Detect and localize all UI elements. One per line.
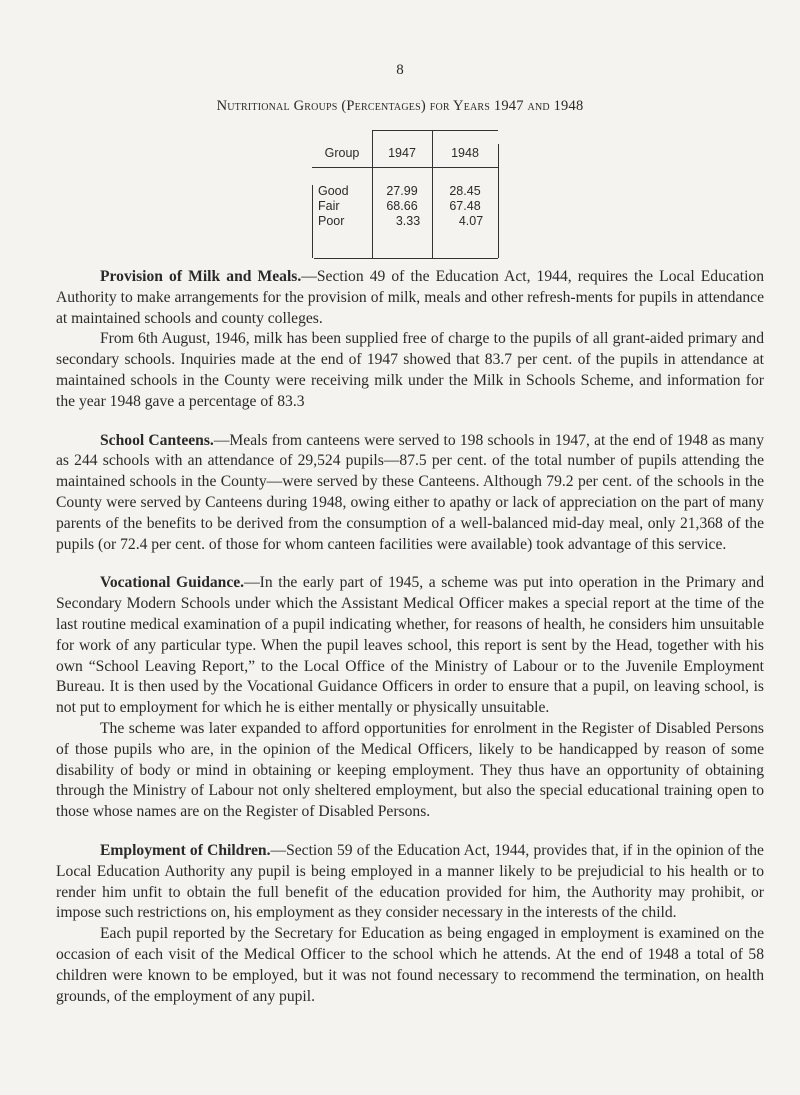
vocational-paragraph-1 — [56, 573, 764, 719]
row-fair-label: Fair — [318, 199, 340, 213]
row-poor-label: Poor — [318, 214, 345, 228]
nutrition-table — [312, 130, 498, 258]
employment-text-1: —Section 59 of the Education Act, 1944, provides that, if in the opinion of the Local Education Authority any pupil is being employed in a manner likely to be prejudicial to his health or to render him unfit to obtain the full benefit of the education provided for him, the Authority may prohibit, or impose such restrictions on, his employment as they consider necessary in the interests of the child. — [56, 841, 764, 922]
row-good-1948: 28.45 — [449, 184, 481, 198]
row-fair-1947: 68.66 — [386, 199, 418, 213]
milk-text-1: —Section 49 of the Education Act, 1944, requires the Local Education Authority to make arrangements for the provision of milk, meals and other refresh-ments for pupils in attendance at maintained schools and county colleges. — [56, 268, 764, 327]
employment-heading: Employment of Children. — [100, 841, 271, 859]
milk-paragraph-1 — [56, 267, 764, 329]
vocational-text-1: —In the early part of 1945, a scheme was put into operation in the Primary and Secondary Modern Schools under which the Assistant Medical Officer makes a special report at the time of the last routine medical examination of a pupil indicating whether, for reasons of health, he considers him unsuitable for work of any particular type. When the pupil leaves school, this report is sent by the Head, together with his own “School Leaving Report,” to the Local Office of the Ministry of Labour or to the Juvenile Employment Bureau. It is then used by the Vocational Guidance Officers in order to ensure that a pupil, on leaving school, is not put to employment for which he is either mentally or physically unsuitable. — [56, 574, 764, 717]
header-1948: 1948 — [451, 146, 479, 160]
table-rule-header — [312, 167, 498, 168]
row-good-label: Good — [318, 184, 349, 198]
row-poor-1948: 4.07 — [458, 214, 484, 228]
canteens-heading: School Canteens. — [100, 431, 214, 449]
table-col-divider — [498, 144, 499, 258]
milk-paragraph-2: From 6th August, 1946, milk has been supplied free of charge to the pupils of all grant-aided primary and secondary schools. Inquiries made at the end of 1947 showed that 83.7 per cent. of the pupils in attendance at maintained schools in the County were receiving milk under the Milk in Schools Scheme, and information for the year 1948 gave a percentage of 83.3 — [56, 330, 764, 410]
employment-paragraph-2: Each pupil reported by the Secretary for Education as being engaged in employment is examined on the occasion of each visit of the Medical Officer to the school which he attends. At the end of 1948 a total of 58 children were known to be employed, but it was not found necessary to recommend the termination, on health grounds, of the employment of any pupil. — [56, 925, 764, 1005]
vocational-heading: Vocational Guidance. — [100, 574, 245, 592]
employment-paragraph-1 — [56, 841, 764, 924]
vocational-paragraph-2: The scheme was later expanded to afford opportunities for enrolment in the Register of Disabled Persons of those pupils who are, in the opinion of the Medical Officers, likely to be handicapped by reason of some disability of body or mind in obtaining or keeping employment. They thus have an opportunity of obtaining through the Ministry of Labour not only sheltered employment, but also the special educational training open to those whose names are on the Register of Disabled Persons. — [56, 719, 764, 821]
table-rule-bottom — [314, 258, 498, 259]
row-fair-1948: 67.48 — [449, 199, 481, 213]
header-1947: 1947 — [388, 146, 416, 160]
milk-heading: Provision of Milk and Meals. — [100, 268, 302, 285]
header-group: Group — [324, 146, 360, 160]
table-rule-top — [372, 130, 498, 131]
body-text — [56, 267, 764, 1007]
table-title: Nutritional Groups (Percentages) for Years 1947 and 1948 — [216, 98, 584, 114]
canteens-text: —Meals from canteens were served to 198 schools in 1947, at the end of 1948 as many as 244 schools with an attendance of 29,524 pupils—87.5 per cent. of the total number of pupils attending the maintained schools in the County—were served by these Canteens. Although 79.2 per cent. of the schools in the County were served by Canteens during 1948, owing either to apathy or lack of appreciation on the part of many parents of the benefits to be derived from the consumption of a well-balanced mid-day meal, only 21,368 of the pupils (or 72.4 per cent. of those for whom canteen facilities were available) took advantage of this service. — [56, 431, 764, 553]
page-number: 8 — [396, 62, 404, 78]
canteens-paragraph — [56, 431, 764, 556]
row-poor-1947: 3.33 — [395, 214, 421, 228]
row-good-1947: 27.99 — [386, 184, 418, 198]
table-col-divider — [312, 185, 313, 258]
